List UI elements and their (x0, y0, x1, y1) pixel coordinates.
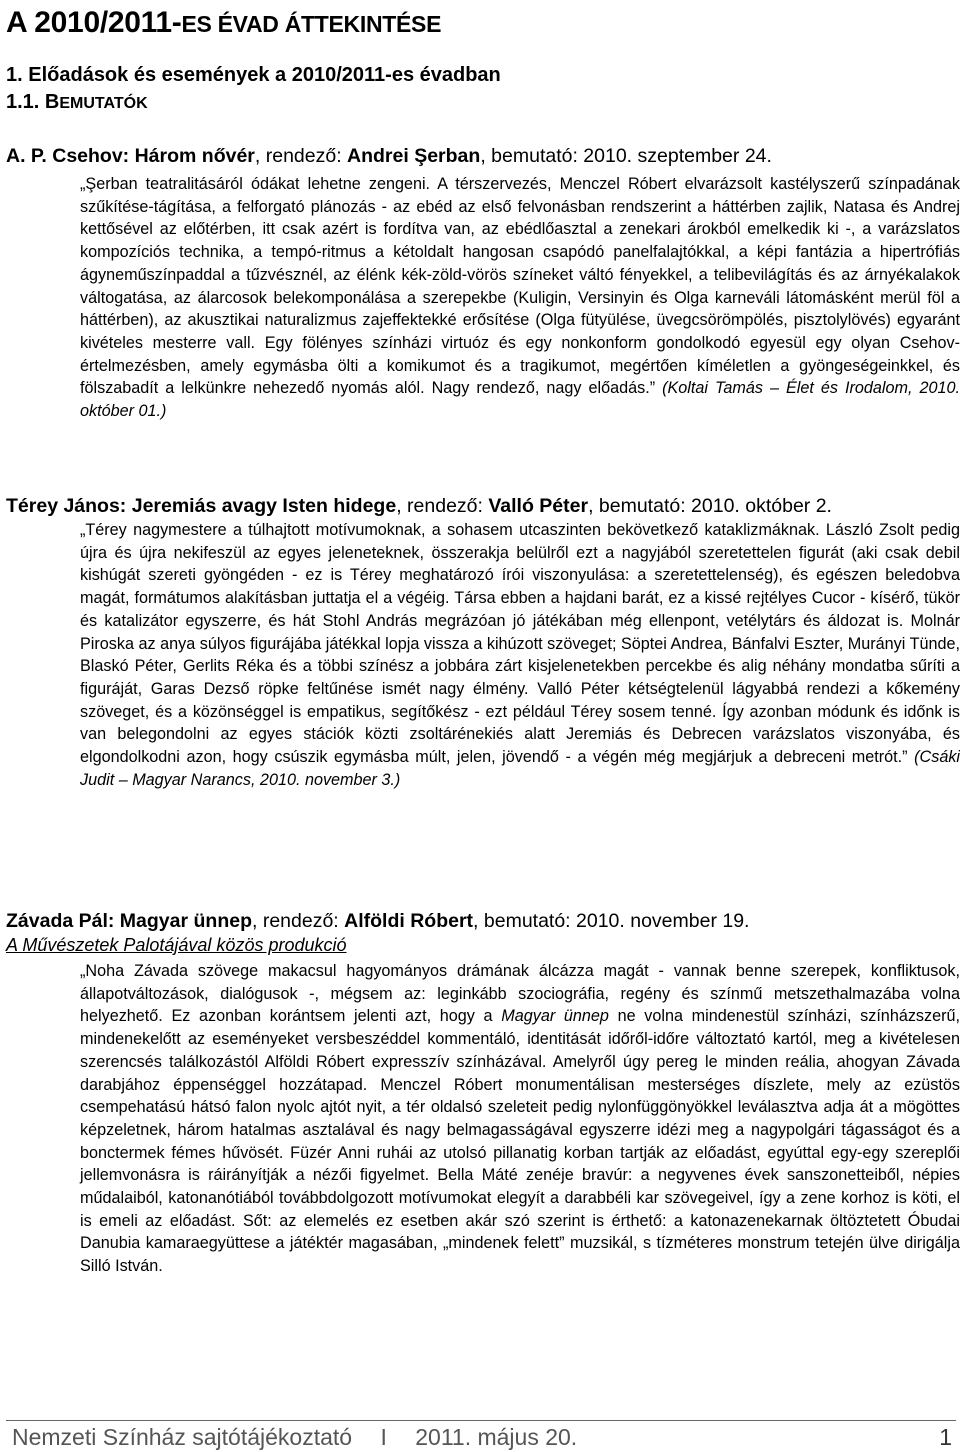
entry-heading-jeremias (6, 494, 832, 519)
entry-premiere: , bemutató: 2010. november 19. (473, 910, 750, 932)
footer-organization: Nemzeti Színház sajtótájékoztató (12, 1424, 353, 1450)
title-main: A 2010/2011- (6, 6, 182, 39)
review-source: (Csáki Judit – Magyar Narancs, 2010. november 3.) (80, 748, 960, 789)
entry-heading-magyar-unnep (6, 909, 749, 934)
coproduction-note: A Művészetek Palotájával közös produkció (6, 935, 347, 955)
footer-divider (6, 1420, 956, 1421)
title-rest: ES ÉVAD ÁTTEKINTÉSE (181, 11, 442, 37)
review-paragraph-1 (80, 173, 960, 423)
entry-director: Valló Péter (488, 495, 589, 517)
section-1-1-number: 1.1. B (6, 91, 60, 113)
entry-premiere: , bemutató: 2010. szeptember 24. (480, 145, 772, 167)
entry-director-label: , rendező: (396, 495, 489, 517)
entry-heading-serban (6, 144, 772, 169)
review-paragraph-2 (80, 519, 960, 791)
entry-title: A. P. Csehov: Három nővér (6, 145, 255, 167)
review-paragraph-3 (80, 960, 960, 1278)
page-number: 1 (939, 1424, 952, 1450)
review-source: (Koltai Tamás – Élet és Irodalom, 2010. október 01.) (80, 379, 960, 421)
section-heading-1: 1. Előadások és események a 2010/2011-es évadban (6, 64, 501, 86)
review-text: „Térey nagymestere a túlhajtott motívumoknak, a sohasem utcaszinten bekövetkező kataklizmáknak. László Zsolt pedig újra és újra nekifeszül az egyes jeleneteknek, összerakja belülről ezt a nagyjából szeretettelen figurát (aki csak debil kishúgát szereti gyöngéden - ez is Térey meghatározó írói viszonyulása: a szeretettelenség), és egészen beledobva magát, formátumos alakításban juttatja el a végéig. Társa ebben a hajdani barát, ez a kissé rejtélyes Cucor - kísérő, tükör és katalizátor egyszerre, és hát Stohl András megrázóan jó játékában még ellenpont, vetélytárs és áldozat is. Molnár Piroska az anya súlyos figurájába játékkal lopja vissza a kihúzott szöveget; Söptei Andrea, Bánfalvi Eszter, Murányi Tünde, Blaskó Péter, Gerlits Réka és a többi színész a jobbára zárt kisjelenetekben percekbe és alig néhány mondatba sűríti a figuráját, Garas Dezső röpke feltűnése ismét nagy élmény. Valló Péter kétségtelenül lágyabbá rendezi a kőkemény szöveget, és a közönséggel is empatikus, segítőkész - ezt például Térey sosem tenné. Így azonban módunk és időnk is van belegondolni az egyes stációk közti zsoltárénekiés alatt Jeremiás és Debrecen varázslatos viszonyába, és elgondolkodni azon, hogy csúszik egymásba múlt, jelen, jövendő - a végén még megjárjuk a debreceni metrót.” (80, 521, 960, 767)
entry-director-label: , rendező: (254, 145, 348, 167)
entry-director-label: , rendező: (252, 910, 345, 932)
entry-premiere: , bemutató: 2010. október 2. (588, 495, 832, 517)
review-text-part-1: „Noha Závada szövege makacsul hagyományos drámának álcázza magát - vannak benne szerepek, konfliktusok, állapotváltozások, dialógusok -, mégsem az: leginkább szociográfia, regény és színmű metszethalmazába volna helyezhető. Ez azonban korántsem jelenti azt, hogy a (80, 962, 960, 1026)
footer-date: 2011. május 20. (415, 1424, 578, 1450)
entry-title: Závada Pál: Magyar ünnep (6, 910, 252, 932)
section-1-1-rest: EMUTATÓK (59, 95, 148, 112)
entry-title: Térey János: Jeremiás avagy Isten hidege (6, 495, 397, 517)
entry-director: Andrei Şerban (347, 145, 481, 167)
review-text: „Şerban teatralitásáról ódákat lehetne zengeni. A térszervezés, Menczel Róbert elvarázsolt kastélyszerű színpadának szűkítése-tágítása, a felforgató plánozás - az ebéd az első felvonásban rendszerint a háttérben zajlik, Natasa és Andrej kettősével az előtérben, itt csak azért is fordítva van, az ebédlőasztal a zenekari árokból emelkedik ki -, a varázslatos kompozíciós technika, a tempó-ritmus a kétoldalt hangosan csapódó panelfalajtókkal, a képi fantázia a hipertrófiás ágyneműszínpaddal a tűzvésznél, az élénk kék-zöld-vörös színeket váltó fényekkel, a telibevilágítás és az árnyékalakok váltogatása, az álarcosok belekomponálása a szerepekbe (Kuligin, Versinyin és Olga karneváli látomásként merül föl a háttérben), az akusztikai naturalizmus zajeffektekké erősítése (Olga fütyülése, üvegcsörömpölés, pisztolylövés) egyaránt kivételes mesterre vall. Egy fölényes színházi virtuóz és egy nonkonform gondolkodó egyesül egy olyan Csehov-értelmezésben, amely egymásba ölti a komikumot és a tragikumot, megértően kíméletlen a gyöngeségeinkkel, és fölszabadít a lelkünkre nehezedő nyomás alól. Nagy rendező, nagy előadás.” (80, 175, 960, 398)
footer (12, 1422, 599, 1452)
entry-director: Alföldi Róbert (344, 910, 474, 932)
footer-separator: I (380, 1424, 387, 1450)
document-title (6, 4, 441, 43)
review-text-part-2: ne volna mindenestül színházi, színházszerű, mindenekelőtt az eseményeket versbeszéddel kommentáló, identitását időről-időre változtató kartól, meg a kivételesen szerencsés találkozástól Alföldi Róbert expresszív színházával. Amelyről úgy pereg le minden reália, ahogyan Závada darabjához éppenséggel hozzátapad. Menczel Róbert monumentálisan mesterséges díszlete, mely az ezüstös csempehatású hátsó falon nyolc ajtót nyit, a tér oldalsó szeleteit pedig nylonfüggönyökkel leválasztva adja át a mögöttes képzeletnek, három hatalmas asztalával és nagy belmagasságával egyszerre idézi meg a nagypolgári tágasságot és a bonctermek fémes hűvösét. Füzér Anni ruhái az utolsó pillanatig korban tartják az előadást, egyúttal egy-egy szereplői jellemvonásra is ráirányítják a nézői figyelmet. Bella Máté zenéje bravúr: a negyvenes évek sanszonetteiből, népies műdalaiból, katonanótiából továbbdolgozott motívumokat elegyít a darabbéli kar szövegeivel, így a zene korhoz is köti, el is emeli az előadást. Sőt: az elemelés ez esetben akár szó szerint is érthető: a katonazenekarnak öltöztetett Óbudai Danubia kamaraegyüttese a játéktér magasában, „mindenek felett” muzsikál, s tízméteres monstrum tetején ülve dirigálja Silló István. (80, 1007, 960, 1276)
review-title-italic: Magyar ünnep (501, 1007, 609, 1026)
section-heading-1-1 (6, 89, 148, 117)
